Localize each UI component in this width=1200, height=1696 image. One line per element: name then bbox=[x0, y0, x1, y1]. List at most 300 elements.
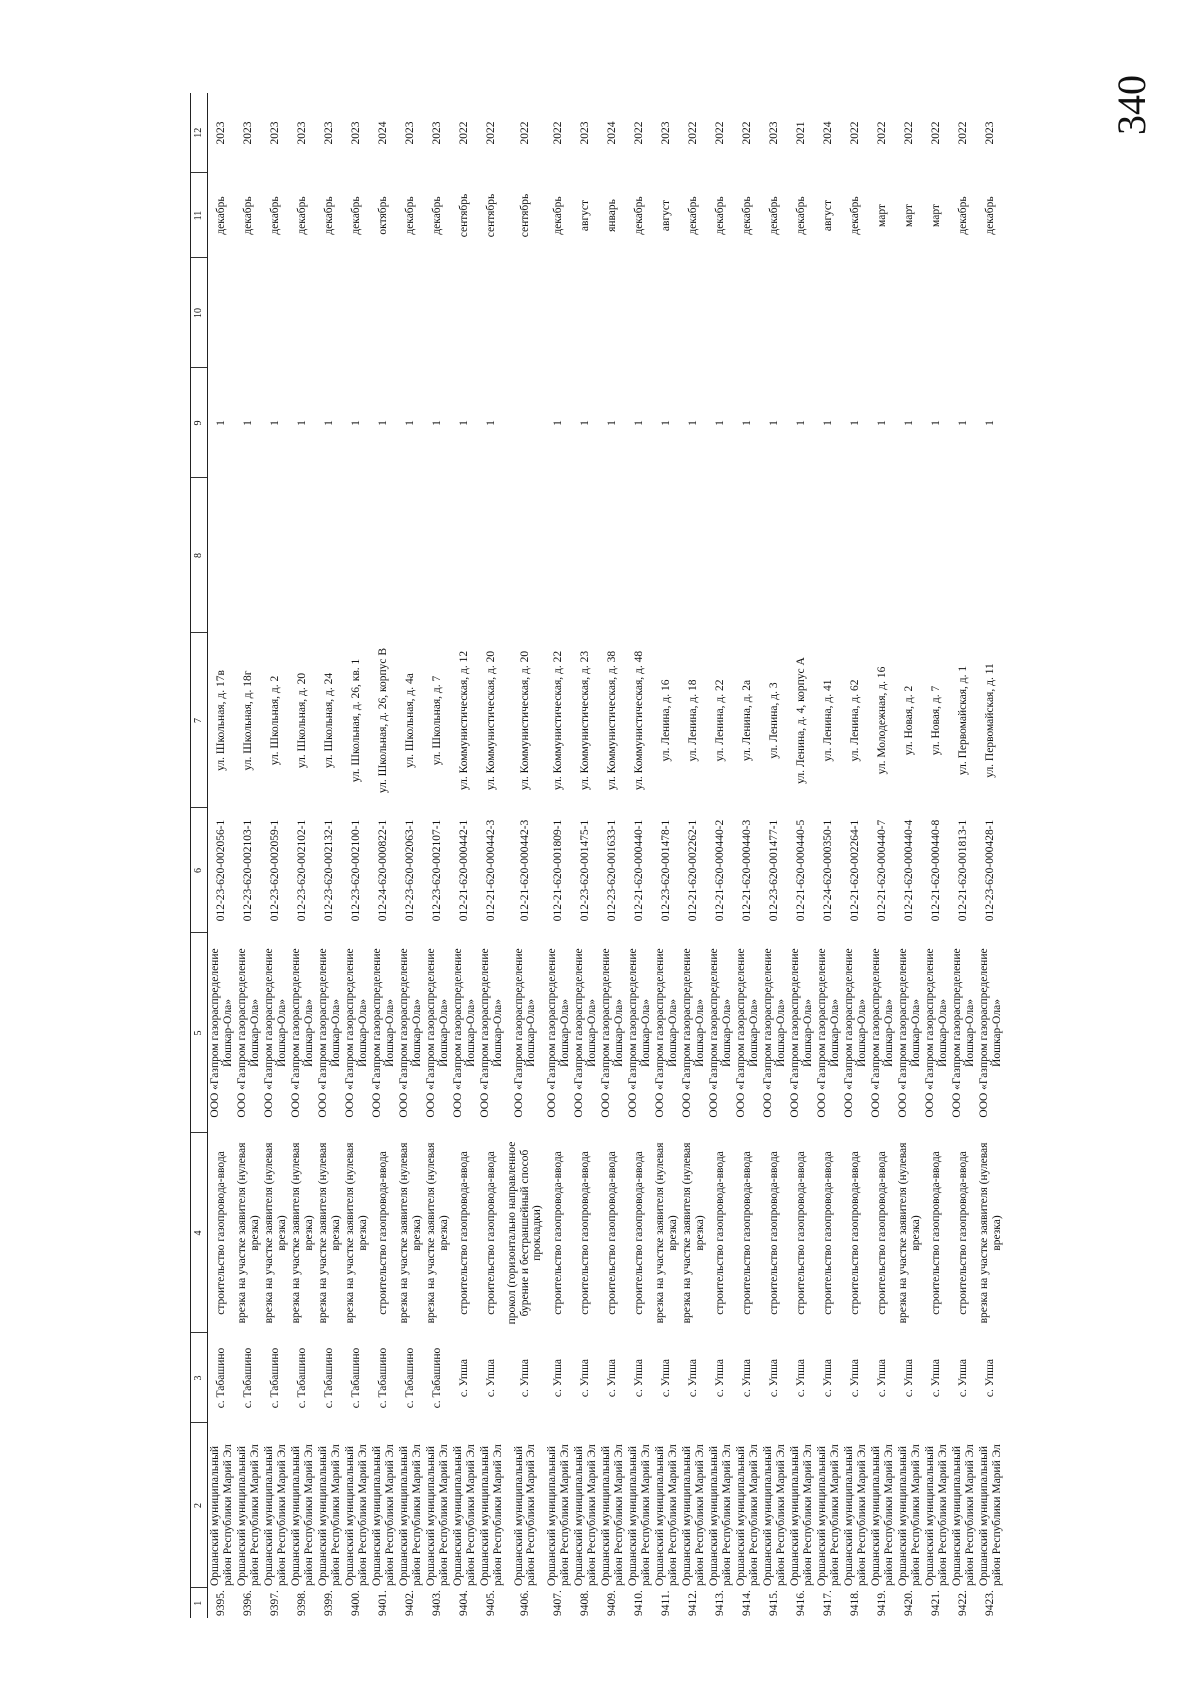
row-number: 9398. bbox=[296, 1590, 309, 1616]
column-10-cell bbox=[505, 258, 545, 368]
operator-cell: ООО «Газпром газораспределение Йошкар-Ола» bbox=[735, 948, 760, 1118]
operator-cell: ООО «Газпром газораспределение Йошкар-Ола» bbox=[452, 948, 477, 1118]
district-cell: Оршанский муниципальный район Республики Марий Эл bbox=[951, 1444, 976, 1586]
month-cell: декабрь bbox=[323, 196, 336, 235]
work-type-cell: строительство газопровода-ввода bbox=[579, 1151, 592, 1315]
quantity-cell: 1 bbox=[741, 420, 754, 426]
month-cell: декабрь bbox=[633, 196, 646, 235]
year-cell: 2024 bbox=[606, 121, 619, 145]
district-cell: Оршанский муниципальный район Республики Марий Эл bbox=[236, 1444, 261, 1586]
application-code-cell: 012-24-620-000350-1 bbox=[822, 819, 835, 922]
column-8-cell bbox=[815, 478, 842, 633]
settlement-cell: с. Упша bbox=[795, 1358, 808, 1398]
address-cell: ул. Коммунистическая, д. 38 bbox=[606, 650, 619, 791]
gasification-register-table bbox=[190, 93, 1004, 1618]
row-number: 9411. bbox=[660, 1590, 673, 1616]
year-cell: 2022 bbox=[714, 121, 727, 145]
month-cell: декабрь bbox=[714, 196, 727, 235]
year-cell: 2023 bbox=[431, 121, 444, 145]
settlement-cell: с. Упша bbox=[633, 1358, 646, 1398]
table-row bbox=[707, 93, 734, 1618]
month-cell: декабрь bbox=[849, 196, 862, 235]
column-10-cell bbox=[680, 258, 707, 368]
table-row bbox=[788, 93, 815, 1618]
application-code-cell: 012-23-620-002102-1 bbox=[296, 819, 309, 922]
table-row bbox=[950, 93, 977, 1618]
column-header-5: 5 bbox=[191, 933, 208, 1133]
quantity-cell: 1 bbox=[822, 420, 835, 426]
district-cell: Оршанский муниципальный район Республики Марий Эл bbox=[924, 1444, 949, 1586]
settlement-cell: с. Табашино bbox=[350, 1347, 363, 1409]
operator-cell: ООО «Газпром газораспределение Йошкар-Ола» bbox=[843, 948, 868, 1118]
quantity-cell: 1 bbox=[431, 420, 444, 426]
district-cell: Оршанский муниципальный район Республики Марий Эл bbox=[546, 1444, 571, 1586]
year-cell: 2022 bbox=[518, 121, 531, 145]
address-cell: ул. Ленина, д. 2а bbox=[741, 679, 754, 762]
year-cell: 2023 bbox=[323, 121, 336, 145]
month-cell: март bbox=[903, 204, 916, 227]
address-cell: ул. Молодежная, д. 16 bbox=[876, 666, 889, 775]
quantity-cell: 1 bbox=[552, 420, 565, 426]
application-code-cell: 012-21-620-000442-3 bbox=[518, 819, 531, 922]
operator-cell: ООО «Газпром газораспределение Йошкар-Ола» bbox=[512, 948, 537, 1118]
work-type-cell: врезка на участке заявителя (нулевая врезка) bbox=[236, 1142, 261, 1324]
column-10-cell bbox=[842, 258, 869, 368]
column-number-header-row bbox=[191, 93, 208, 1618]
work-type-cell: строительство газопровода-ввода bbox=[714, 1151, 727, 1315]
column-8-cell bbox=[572, 478, 599, 633]
work-type-cell: врезка на участке заявителя (нулевая врезка) bbox=[317, 1142, 342, 1324]
work-type-cell: врезка на участке заявителя (нулевая врезка) bbox=[290, 1142, 315, 1324]
month-cell: декабрь bbox=[350, 196, 363, 235]
application-code-cell: 012-21-620-002264-1 bbox=[849, 819, 862, 922]
column-10-cell bbox=[208, 258, 236, 368]
column-10-cell bbox=[545, 258, 572, 368]
address-cell: ул. Школьная, д. 7 bbox=[431, 675, 444, 766]
settlement-cell: с. Табашино bbox=[431, 1347, 444, 1409]
address-cell: ул. Первомайская, д. 1 bbox=[957, 665, 970, 776]
district-cell: Оршанский муниципальный район Республики Марий Эл bbox=[816, 1444, 841, 1586]
year-cell: 2022 bbox=[741, 121, 754, 145]
table-row bbox=[424, 93, 451, 1618]
address-cell: ул. Ленина, д. 18 bbox=[687, 679, 700, 762]
column-header-11: 11 bbox=[191, 173, 208, 258]
work-type-cell: строительство газопровода-ввода bbox=[633, 1151, 646, 1315]
settlement-cell: с. Упша bbox=[606, 1358, 619, 1398]
month-cell: декабрь bbox=[552, 196, 565, 235]
application-code-cell: 012-23-620-001475-1 bbox=[579, 819, 592, 922]
settlement-cell: с. Табашино bbox=[215, 1347, 228, 1409]
year-cell: 2023 bbox=[404, 121, 417, 145]
column-10-cell bbox=[707, 258, 734, 368]
year-cell: 2022 bbox=[957, 121, 970, 145]
quantity-cell: 1 bbox=[269, 420, 282, 426]
settlement-cell: с. Табашино bbox=[242, 1347, 255, 1409]
work-type-cell: строительство газопровода-ввода bbox=[957, 1151, 970, 1315]
row-number: 9419. bbox=[876, 1590, 889, 1616]
column-8-cell bbox=[545, 478, 572, 633]
column-8-cell bbox=[478, 478, 505, 633]
month-cell: август bbox=[660, 199, 673, 232]
settlement-cell: с. Табашино bbox=[377, 1347, 390, 1409]
row-number: 9405. bbox=[485, 1590, 498, 1616]
row-number: 9415. bbox=[768, 1590, 781, 1616]
district-cell: Оршанский муниципальный район Республики Марий Эл bbox=[398, 1444, 423, 1586]
address-cell: ул. Школьная, д. 20 bbox=[296, 672, 309, 769]
year-cell: 2023 bbox=[350, 121, 363, 145]
operator-cell: ООО «Газпром газораспределение Йошкар-Ола» bbox=[600, 948, 625, 1118]
row-number: 9395. bbox=[215, 1590, 228, 1616]
work-type-cell: прокол (горизонтально направленное бурение и бестраншейный способ прокладки) bbox=[506, 1141, 544, 1325]
work-type-cell: врезка на участке заявителя (нулевая врезка) bbox=[263, 1142, 288, 1324]
column-8-cell bbox=[316, 478, 343, 633]
settlement-cell: с. Табашино bbox=[296, 1347, 309, 1409]
year-cell: 2023 bbox=[660, 121, 673, 145]
month-cell: сентябрь bbox=[518, 193, 531, 238]
address-cell: ул. Коммунистическая, д. 20 bbox=[485, 650, 498, 791]
district-cell: Оршанский муниципальный район Республики Марий Эл bbox=[681, 1444, 706, 1586]
table-row bbox=[653, 93, 680, 1618]
work-type-cell: врезка на участке заявителя (нулевая врезка) bbox=[897, 1142, 922, 1324]
work-type-cell: строительство газопровода-ввода bbox=[485, 1151, 498, 1315]
operator-cell: ООО «Газпром газораспределение Йошкар-Ола» bbox=[317, 948, 342, 1118]
district-cell: Оршанский муниципальный район Республики Марий Эл bbox=[897, 1444, 922, 1586]
work-type-cell: врезка на участке заявителя (нулевая врезка) bbox=[681, 1142, 706, 1324]
column-header-4: 4 bbox=[191, 1133, 208, 1333]
column-8-cell bbox=[707, 478, 734, 633]
quantity-cell: 1 bbox=[404, 420, 417, 426]
row-number: 9408. bbox=[579, 1590, 592, 1616]
address-cell: ул. Школьная, д. 26, кв. 1 bbox=[350, 658, 363, 783]
row-number: 9413. bbox=[714, 1590, 727, 1616]
application-code-cell: 012-24-620-000822-1 bbox=[377, 819, 390, 922]
table-row bbox=[343, 93, 370, 1618]
application-code-cell: 012-23-620-002132-1 bbox=[323, 819, 336, 922]
column-8-cell bbox=[343, 478, 370, 633]
application-code-cell: 012-23-620-001478-1 bbox=[660, 819, 673, 922]
settlement-cell: с. Упша bbox=[660, 1358, 673, 1398]
application-code-cell: 012-23-620-001633-1 bbox=[606, 819, 619, 922]
application-code-cell: 012-21-620-002262-1 bbox=[687, 819, 700, 922]
column-10-cell bbox=[370, 258, 397, 368]
year-cell: 2022 bbox=[485, 121, 498, 145]
application-code-cell: 012-23-620-002056-1 bbox=[215, 819, 228, 922]
settlement-cell: с. Табашино bbox=[404, 1347, 417, 1409]
column-10-cell bbox=[734, 258, 761, 368]
table-row bbox=[977, 93, 1004, 1618]
district-cell: Оршанский муниципальный район Республики Марий Эл bbox=[708, 1444, 733, 1586]
operator-cell: ООО «Газпром газораспределение Йошкар-Ола» bbox=[681, 948, 706, 1118]
district-cell: Оршанский муниципальный район Республики Марий Эл bbox=[263, 1444, 288, 1586]
table-row bbox=[505, 93, 545, 1618]
column-10-cell bbox=[397, 258, 424, 368]
table-row bbox=[842, 93, 869, 1618]
address-cell: ул. Школьная, д. 24 bbox=[323, 672, 336, 769]
operator-cell: ООО «Газпром газораспределение Йошкар-Ола» bbox=[924, 948, 949, 1118]
operator-cell: ООО «Газпром газораспределение Йошкар-Ола» bbox=[344, 948, 369, 1118]
column-8-cell bbox=[599, 478, 626, 633]
year-cell: 2022 bbox=[633, 121, 646, 145]
column-8-cell bbox=[397, 478, 424, 633]
address-cell: ул. Первомайская, д. 11 bbox=[984, 663, 997, 778]
address-cell: ул. Школьная, д. 26, корпус В bbox=[377, 647, 390, 794]
quantity-cell: 1 bbox=[903, 420, 916, 426]
quantity-cell: 1 bbox=[687, 420, 700, 426]
column-10-cell bbox=[896, 258, 923, 368]
row-number: 9410. bbox=[633, 1590, 646, 1616]
column-header-9: 9 bbox=[191, 368, 208, 478]
table-row bbox=[896, 93, 923, 1618]
month-cell: декабрь bbox=[431, 196, 444, 235]
district-cell: Оршанский муниципальный район Республики Марий Эл bbox=[600, 1444, 625, 1586]
operator-cell: ООО «Газпром газораспределение Йошкар-Ола» bbox=[708, 948, 733, 1118]
settlement-cell: с. Упша bbox=[552, 1358, 565, 1398]
quantity-cell: 1 bbox=[984, 420, 997, 426]
table-row bbox=[761, 93, 788, 1618]
year-cell: 2022 bbox=[849, 121, 862, 145]
operator-cell: ООО «Газпром газораспределение Йошкар-Ола» bbox=[870, 948, 895, 1118]
column-10-cell bbox=[572, 258, 599, 368]
work-type-cell: строительство газопровода-ввода bbox=[215, 1151, 228, 1315]
district-cell: Оршанский муниципальный район Республики Марий Эл bbox=[789, 1444, 814, 1586]
column-8-cell bbox=[424, 478, 451, 633]
settlement-cell: с. Упша bbox=[458, 1358, 471, 1398]
district-cell: Оршанский муниципальный район Республики Марий Эл bbox=[870, 1444, 895, 1586]
column-10-cell bbox=[599, 258, 626, 368]
row-number: 9406. bbox=[518, 1590, 531, 1616]
column-10-cell bbox=[950, 258, 977, 368]
quantity-cell: 1 bbox=[579, 420, 592, 426]
district-cell: Оршанский муниципальный район Республики Марий Эл bbox=[344, 1444, 369, 1586]
address-cell: ул. Ленина, д. 3 bbox=[768, 682, 781, 759]
district-cell: Оршанский муниципальный район Республики Марий Эл bbox=[735, 1444, 760, 1586]
quantity-cell bbox=[505, 368, 545, 478]
settlement-cell: с. Упша bbox=[957, 1358, 970, 1398]
operator-cell: ООО «Газпром газораспределение Йошкар-Ола» bbox=[654, 948, 679, 1118]
row-number: 9400. bbox=[350, 1590, 363, 1616]
column-8-cell bbox=[626, 478, 653, 633]
column-10-cell bbox=[478, 258, 505, 368]
month-cell: декабрь bbox=[984, 196, 997, 235]
column-8-cell bbox=[734, 478, 761, 633]
table-row bbox=[869, 93, 896, 1618]
month-cell: сентябрь bbox=[458, 193, 471, 238]
operator-cell: ООО «Газпром газораспределение Йошкар-Ола» bbox=[951, 948, 976, 1118]
row-number: 9396. bbox=[242, 1590, 255, 1616]
application-code-cell: 012-21-620-000440-2 bbox=[714, 819, 727, 922]
application-code-cell: 012-21-620-000440-8 bbox=[930, 819, 943, 922]
district-cell: Оршанский муниципальный район Республики Марий Эл bbox=[425, 1444, 450, 1586]
table-row bbox=[478, 93, 505, 1618]
month-cell: декабрь bbox=[795, 196, 808, 235]
table-row bbox=[599, 93, 626, 1618]
address-cell: ул. Новая, д. 7 bbox=[930, 685, 943, 756]
column-10-cell bbox=[343, 258, 370, 368]
quantity-cell: 1 bbox=[323, 420, 336, 426]
year-cell: 2022 bbox=[903, 121, 916, 145]
page-number: 340 bbox=[1109, 75, 1154, 135]
column-8-cell bbox=[896, 478, 923, 633]
settlement-cell: с. Упша bbox=[768, 1358, 781, 1398]
quantity-cell: 1 bbox=[930, 420, 943, 426]
month-cell: декабрь bbox=[404, 196, 417, 235]
column-10-cell bbox=[815, 258, 842, 368]
year-cell: 2024 bbox=[377, 121, 390, 145]
operator-cell: ООО «Газпром газораспределение Йошкар-Ола» bbox=[789, 948, 814, 1118]
month-cell: декабрь bbox=[242, 196, 255, 235]
table-row bbox=[545, 93, 572, 1618]
quantity-cell: 1 bbox=[849, 420, 862, 426]
address-cell: ул. Ленина, д. 16 bbox=[660, 679, 673, 762]
row-number: 9423. bbox=[984, 1590, 997, 1616]
work-type-cell: врезка на участке заявителя (нулевая врезка) bbox=[344, 1142, 369, 1324]
column-8-cell bbox=[950, 478, 977, 633]
year-cell: 2023 bbox=[579, 121, 592, 145]
month-cell: январь bbox=[606, 199, 619, 232]
work-type-cell: строительство газопровода-ввода bbox=[849, 1151, 862, 1315]
operator-cell: ООО «Газпром газораспределение Йошкар-Ола» bbox=[263, 948, 288, 1118]
row-number: 9399. bbox=[323, 1590, 336, 1616]
application-code-cell: 012-23-620-000428-1 bbox=[984, 819, 997, 922]
operator-cell: ООО «Газпром газораспределение Йошкар-Ола» bbox=[573, 948, 598, 1118]
operator-cell: ООО «Газпром газораспределение Йошкар-Ола» bbox=[425, 948, 450, 1118]
quantity-cell: 1 bbox=[350, 420, 363, 426]
year-cell: 2022 bbox=[876, 121, 889, 145]
operator-cell: ООО «Газпром газораспределение Йошкар-Ола» bbox=[546, 948, 571, 1118]
quantity-cell: 1 bbox=[242, 420, 255, 426]
month-cell: август bbox=[822, 199, 835, 232]
column-10-cell bbox=[235, 258, 262, 368]
application-code-cell: 012-21-620-001813-1 bbox=[957, 819, 970, 922]
address-cell: ул. Коммунистическая, д. 20 bbox=[518, 650, 531, 791]
table-row bbox=[208, 93, 236, 1618]
district-cell: Оршанский муниципальный район Республики Марий Эл bbox=[843, 1444, 868, 1586]
row-number: 9422. bbox=[957, 1590, 970, 1616]
row-number: 9402. bbox=[404, 1590, 417, 1616]
column-8-cell bbox=[505, 478, 545, 633]
column-header-10: 10 bbox=[191, 258, 208, 368]
column-10-cell bbox=[869, 258, 896, 368]
year-cell: 2022 bbox=[458, 121, 471, 145]
address-cell: ул. Школьная, д. 4а bbox=[404, 673, 417, 768]
year-cell: 2022 bbox=[552, 121, 565, 145]
quantity-cell: 1 bbox=[458, 420, 471, 426]
table-row bbox=[316, 93, 343, 1618]
year-cell: 2022 bbox=[930, 121, 943, 145]
column-10-cell bbox=[923, 258, 950, 368]
work-type-cell: строительство газопровода-ввода bbox=[606, 1151, 619, 1315]
table-row bbox=[626, 93, 653, 1618]
settlement-cell: с. Упша bbox=[930, 1358, 943, 1398]
district-cell: Оршанский муниципальный район Республики Марий Эл bbox=[317, 1444, 342, 1586]
application-code-cell: 012-21-620-000442-1 bbox=[458, 819, 471, 922]
address-cell: ул. Ленина, д. 41 bbox=[822, 679, 835, 762]
settlement-cell: с. Упша bbox=[876, 1358, 889, 1398]
column-8-cell bbox=[869, 478, 896, 633]
operator-cell: ООО «Газпром газораспределение Йошкар-Ола» bbox=[816, 948, 841, 1118]
settlement-cell: с. Упша bbox=[822, 1358, 835, 1398]
table-row bbox=[397, 93, 424, 1618]
operator-cell: ООО «Газпром газораспределение Йошкар-Ола» bbox=[978, 948, 1003, 1118]
table-row bbox=[815, 93, 842, 1618]
district-cell: Оршанский муниципальный район Республики Марий Эл bbox=[290, 1444, 315, 1586]
column-8-cell bbox=[289, 478, 316, 633]
row-number: 9397. bbox=[269, 1590, 282, 1616]
settlement-cell: с. Упша bbox=[849, 1358, 862, 1398]
column-header-6: 6 bbox=[191, 808, 208, 933]
operator-cell: ООО «Газпром газораспределение Йошкар-Ола» bbox=[371, 948, 396, 1118]
column-10-cell bbox=[626, 258, 653, 368]
work-type-cell: врезка на участке заявителя (нулевая врезка) bbox=[654, 1142, 679, 1324]
work-type-cell: строительство газопровода-ввода bbox=[930, 1151, 943, 1315]
settlement-cell: с. Упша bbox=[485, 1358, 498, 1398]
district-cell: Оршанский муниципальный район Республики Марий Эл bbox=[512, 1444, 537, 1586]
application-code-cell: 012-21-620-000440-3 bbox=[741, 819, 754, 922]
year-cell: 2023 bbox=[768, 121, 781, 145]
application-code-cell: 012-23-620-002063-1 bbox=[404, 819, 417, 922]
column-8-cell bbox=[977, 478, 1004, 633]
column-8-cell bbox=[923, 478, 950, 633]
column-header-1: 1 bbox=[191, 1588, 208, 1618]
settlement-cell: с. Упша bbox=[903, 1358, 916, 1398]
quantity-cell: 1 bbox=[768, 420, 781, 426]
operator-cell: ООО «Газпром газораспределение Йошкар-Ола» bbox=[762, 948, 787, 1118]
address-cell: ул. Коммунистическая, д. 22 bbox=[552, 650, 565, 791]
column-8-cell bbox=[788, 478, 815, 633]
month-cell: декабрь bbox=[296, 196, 309, 235]
row-number: 9421. bbox=[930, 1590, 943, 1616]
district-cell: Оршанский муниципальный район Республики Марий Эл bbox=[573, 1444, 598, 1586]
application-code-cell: 012-23-620-001477-1 bbox=[768, 819, 781, 922]
table-row bbox=[370, 93, 397, 1618]
operator-cell: ООО «Газпром газораспределение Йошкар-Ола» bbox=[398, 948, 423, 1118]
quantity-cell: 1 bbox=[377, 420, 390, 426]
row-number: 9404. bbox=[458, 1590, 471, 1616]
operator-cell: ООО «Газпром газораспределение Йошкар-Ола» bbox=[209, 948, 234, 1118]
month-cell: декабрь bbox=[269, 196, 282, 235]
district-cell: Оршанский муниципальный район Республики Марий Эл bbox=[654, 1444, 679, 1586]
settlement-cell: с. Упша bbox=[984, 1358, 997, 1398]
quantity-cell: 1 bbox=[714, 420, 727, 426]
work-type-cell: врезка на участке заявителя (нулевая врезка) bbox=[398, 1142, 423, 1324]
month-cell: сентябрь bbox=[485, 193, 498, 238]
address-cell: ул. Ленина, д. 62 bbox=[849, 679, 862, 762]
year-cell: 2024 bbox=[822, 121, 835, 145]
month-cell: декабрь bbox=[957, 196, 970, 235]
table-row bbox=[680, 93, 707, 1618]
table-row bbox=[451, 93, 478, 1618]
work-type-cell: строительство газопровода-ввода bbox=[795, 1151, 808, 1315]
year-cell: 2023 bbox=[296, 121, 309, 145]
column-10-cell bbox=[289, 258, 316, 368]
year-cell: 2023 bbox=[984, 121, 997, 145]
column-8-cell bbox=[235, 478, 262, 633]
table-row bbox=[235, 93, 262, 1618]
address-cell: ул. Коммунистическая, д. 48 bbox=[633, 650, 646, 791]
settlement-cell: с. Упша bbox=[579, 1358, 592, 1398]
settlement-cell: с. Табашино bbox=[269, 1347, 282, 1409]
quantity-cell: 1 bbox=[215, 420, 228, 426]
table-row bbox=[572, 93, 599, 1618]
row-number: 9409. bbox=[606, 1590, 619, 1616]
row-number: 9407. bbox=[552, 1590, 565, 1616]
column-8-cell bbox=[208, 478, 236, 633]
work-type-cell: строительство газопровода-ввода bbox=[458, 1151, 471, 1315]
district-cell: Оршанский муниципальный район Республики Марий Эл bbox=[371, 1444, 396, 1586]
district-cell: Оршанский муниципальный район Республики Марий Эл bbox=[479, 1444, 504, 1586]
column-8-cell bbox=[842, 478, 869, 633]
row-number: 9416. bbox=[795, 1590, 808, 1616]
